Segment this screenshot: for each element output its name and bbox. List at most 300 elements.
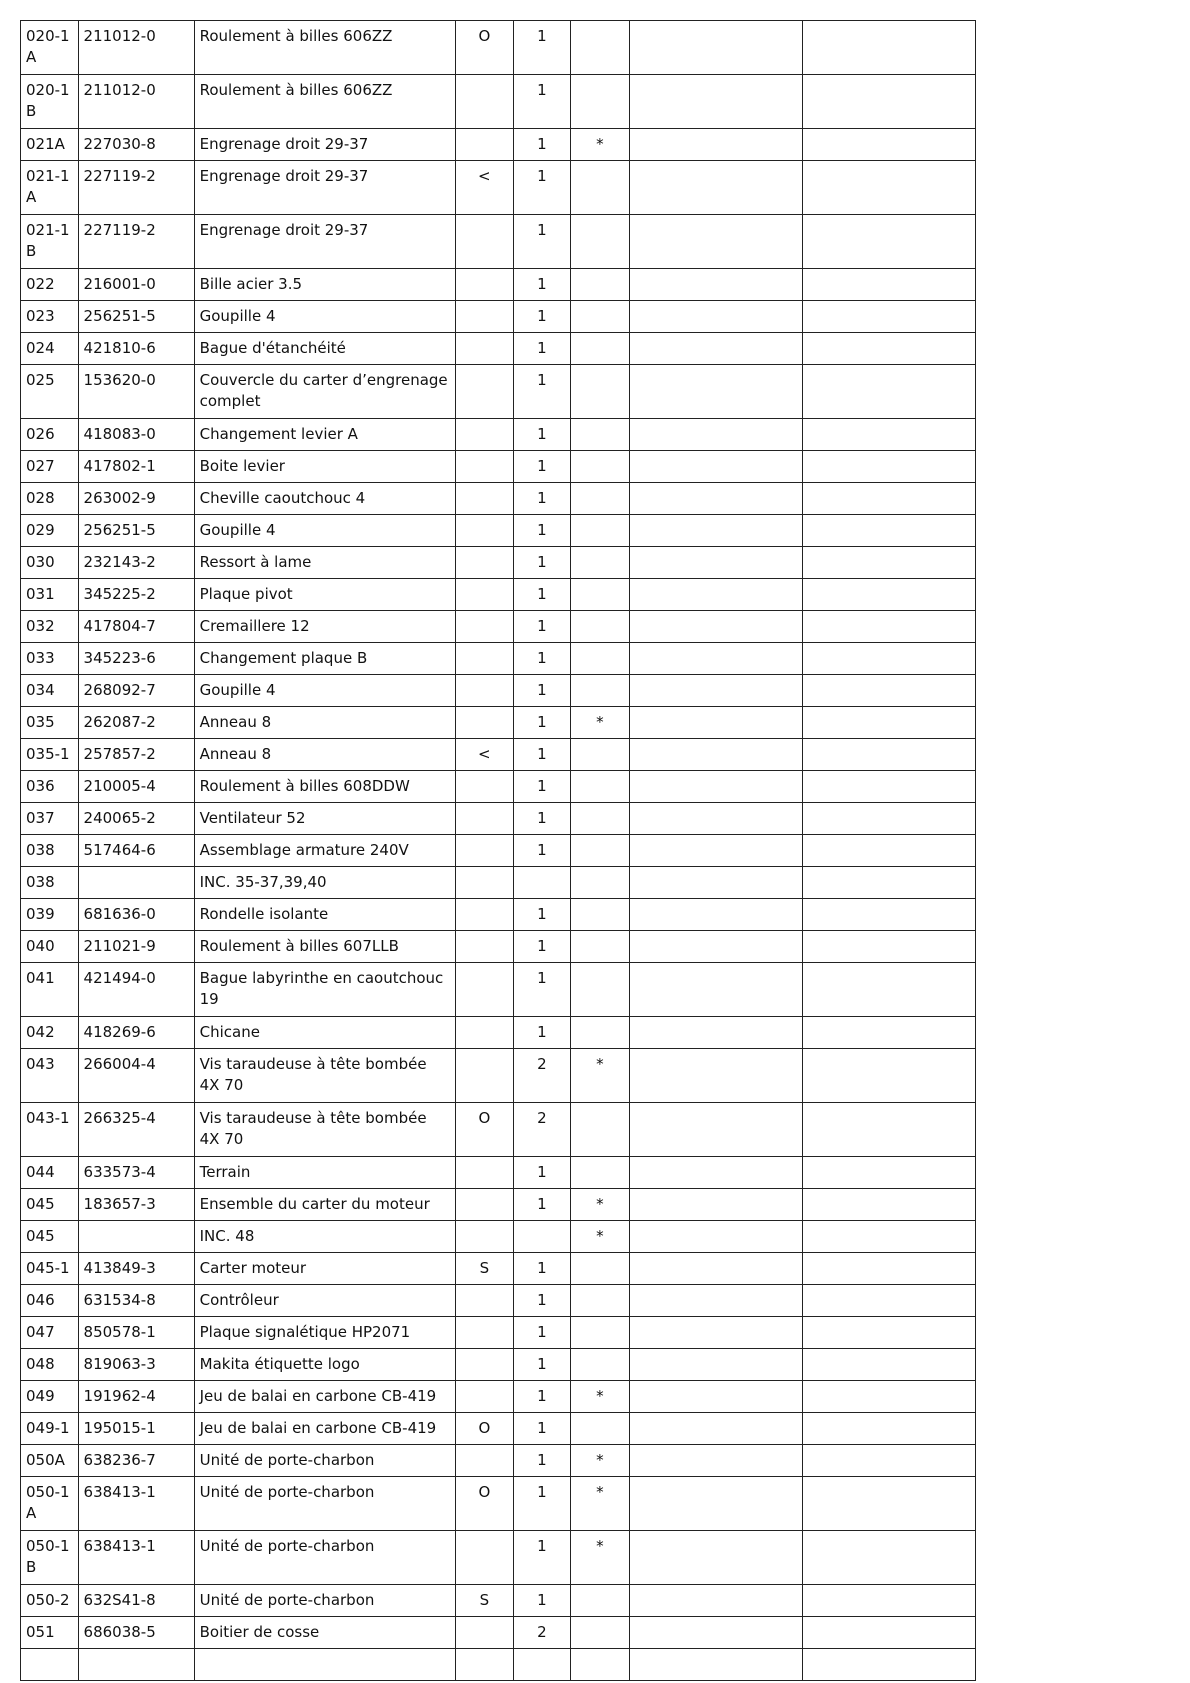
blank-cell-b <box>803 835 976 867</box>
table-row <box>21 419 976 451</box>
blank-cell-a <box>629 1349 803 1381</box>
ref-number-cell: 045 <box>21 1221 79 1253</box>
ref-number-cell: 038 <box>21 867 79 899</box>
part-number-cell: 153620-0 <box>78 365 194 419</box>
quantity-cell: 1 <box>513 1477 571 1531</box>
blank-cell-a <box>629 707 803 739</box>
ref-number-cell: 049 <box>21 1381 79 1413</box>
quantity-cell: 1 <box>513 515 571 547</box>
part-number-cell: 632S41-8 <box>78 1585 194 1617</box>
blank-cell-a <box>629 21 803 75</box>
part-number-cell: 633573-4 <box>78 1157 194 1189</box>
table-row <box>21 333 976 365</box>
ref-number-cell: 041 <box>21 963 79 1017</box>
description-cell: Unité de porte-charbon <box>194 1477 455 1531</box>
note-mark-cell <box>571 1317 630 1349</box>
table-row <box>21 579 976 611</box>
quantity-cell: 1 <box>513 1381 571 1413</box>
quantity-cell: 1 <box>513 215 571 269</box>
code-cell <box>456 301 514 333</box>
description-cell: Couvercle du carter d’engrenage complet <box>194 365 455 419</box>
blank-cell-b <box>803 75 976 129</box>
ref-number-cell: 036 <box>21 771 79 803</box>
blank-cell-a <box>629 1381 803 1413</box>
note-mark-cell: * <box>571 1381 630 1413</box>
note-mark-cell <box>571 215 630 269</box>
blank-cell-a <box>629 1585 803 1617</box>
part-number-cell: 211021-9 <box>78 931 194 963</box>
description-cell: Anneau 8 <box>194 707 455 739</box>
description-cell: Bille acier 3.5 <box>194 269 455 301</box>
ref-number-cell: 043 <box>21 1049 79 1103</box>
blank-cell-b <box>803 1017 976 1049</box>
part-number-cell: 232143-2 <box>78 547 194 579</box>
ref-number-cell: 031 <box>21 579 79 611</box>
part-number-cell: 183657-3 <box>78 1189 194 1221</box>
ref-number-cell: 045-1 <box>21 1253 79 1285</box>
table-row <box>21 129 976 161</box>
description-cell: Boitier de cosse <box>194 1617 455 1649</box>
ref-number-cell: 050-1 B <box>21 1531 79 1585</box>
note-mark-cell: * <box>571 1049 630 1103</box>
table-row <box>21 739 976 771</box>
blank-cell-b <box>803 483 976 515</box>
blank-cell-b <box>803 1049 976 1103</box>
table-row <box>21 643 976 675</box>
note-mark-cell <box>571 269 630 301</box>
quantity-cell: 1 <box>513 835 571 867</box>
blank-cell-b <box>803 547 976 579</box>
code-cell <box>456 269 514 301</box>
table-row <box>21 161 976 215</box>
blank-cell-a <box>629 1157 803 1189</box>
note-mark-cell: * <box>571 1189 630 1221</box>
blank-cell-a <box>629 771 803 803</box>
part-number-cell: 227119-2 <box>78 215 194 269</box>
blank-cell-a <box>629 803 803 835</box>
blank-cell-b <box>803 129 976 161</box>
quantity-cell: 1 <box>513 333 571 365</box>
note-mark-cell <box>571 1103 630 1157</box>
part-number-cell: 421494-0 <box>78 963 194 1017</box>
ref-number-cell: 040 <box>21 931 79 963</box>
description-cell: Changement levier A <box>194 419 455 451</box>
blank-cell-a <box>629 899 803 931</box>
quantity-cell: 1 <box>513 1189 571 1221</box>
table-row <box>21 1413 976 1445</box>
quantity-cell: 2 <box>513 1049 571 1103</box>
part-number-cell: 631534-8 <box>78 1285 194 1317</box>
part-number-cell: 638236-7 <box>78 1445 194 1477</box>
code-cell <box>456 1221 514 1253</box>
table-row <box>21 931 976 963</box>
table-row <box>21 1103 976 1157</box>
code-cell <box>456 643 514 675</box>
part-number-cell <box>78 1649 194 1681</box>
table-row <box>21 215 976 269</box>
code-cell <box>456 547 514 579</box>
quantity-cell: 2 <box>513 1617 571 1649</box>
description-cell: Vis taraudeuse à tête bombée 4X 70 <box>194 1049 455 1103</box>
note-mark-cell <box>571 867 630 899</box>
note-mark-cell <box>571 1617 630 1649</box>
blank-cell-b <box>803 1285 976 1317</box>
blank-cell-b <box>803 1253 976 1285</box>
part-number-cell: 211012-0 <box>78 75 194 129</box>
note-mark-cell <box>571 611 630 643</box>
blank-cell-a <box>629 129 803 161</box>
code-cell <box>456 835 514 867</box>
quantity-cell: 1 <box>513 739 571 771</box>
ref-number-cell: 045 <box>21 1189 79 1221</box>
blank-cell-b <box>803 643 976 675</box>
code-cell <box>456 1531 514 1585</box>
ref-number-cell: 051 <box>21 1617 79 1649</box>
blank-cell-b <box>803 771 976 803</box>
table-row <box>21 835 976 867</box>
ref-number-cell: 032 <box>21 611 79 643</box>
ref-number-cell: 020-1 B <box>21 75 79 129</box>
description-cell: Unité de porte-charbon <box>194 1585 455 1617</box>
quantity-cell: 1 <box>513 1285 571 1317</box>
blank-cell-b <box>803 269 976 301</box>
note-mark-cell <box>571 771 630 803</box>
code-cell <box>456 931 514 963</box>
part-number-cell: 211012-0 <box>78 21 194 75</box>
blank-cell-b <box>803 739 976 771</box>
description-cell: Changement plaque B <box>194 643 455 675</box>
description-cell: Ventilateur 52 <box>194 803 455 835</box>
part-number-cell: 417802-1 <box>78 451 194 483</box>
blank-cell-a <box>629 1531 803 1585</box>
description-cell: Ressort à lame <box>194 547 455 579</box>
note-mark-cell <box>571 333 630 365</box>
table-row <box>21 515 976 547</box>
part-number-cell: 638413-1 <box>78 1477 194 1531</box>
ref-number-cell: 026 <box>21 419 79 451</box>
part-number-cell: 266325-4 <box>78 1103 194 1157</box>
quantity-cell: 1 <box>513 963 571 1017</box>
code-cell <box>456 1285 514 1317</box>
blank-cell-a <box>629 269 803 301</box>
description-cell: Chicane <box>194 1017 455 1049</box>
quantity-cell: 2 <box>513 1103 571 1157</box>
code-cell <box>456 771 514 803</box>
code-cell <box>456 515 514 547</box>
note-mark-cell <box>571 547 630 579</box>
quantity-cell: 1 <box>513 1317 571 1349</box>
blank-cell-b <box>803 1445 976 1477</box>
note-mark-cell <box>571 75 630 129</box>
note-mark-cell <box>571 419 630 451</box>
table-row <box>21 269 976 301</box>
code-cell <box>456 129 514 161</box>
quantity-cell: 1 <box>513 611 571 643</box>
description-cell: Unité de porte-charbon <box>194 1445 455 1477</box>
table-row <box>21 483 976 515</box>
quantity-cell <box>513 1649 571 1681</box>
description-cell: Vis taraudeuse à tête bombée 4X 70 <box>194 1103 455 1157</box>
table-row <box>21 1531 976 1585</box>
description-cell: Roulement à billes 606ZZ <box>194 75 455 129</box>
ref-number-cell: 022 <box>21 269 79 301</box>
parts-list-page <box>20 20 976 1681</box>
description-cell: Unité de porte-charbon <box>194 1531 455 1585</box>
note-mark-cell: * <box>571 1445 630 1477</box>
description-cell: Goupille 4 <box>194 301 455 333</box>
description-cell: Cremaillere 12 <box>194 611 455 643</box>
table-row <box>21 771 976 803</box>
blank-cell-a <box>629 1445 803 1477</box>
blank-cell-b <box>803 899 976 931</box>
part-number-cell: 195015-1 <box>78 1413 194 1445</box>
blank-cell-b <box>803 1413 976 1445</box>
blank-cell-a <box>629 1221 803 1253</box>
code-cell <box>456 579 514 611</box>
blank-cell-b <box>803 451 976 483</box>
code-cell <box>456 1049 514 1103</box>
ref-number-cell: 021-1 A <box>21 161 79 215</box>
blank-cell-a <box>629 1103 803 1157</box>
part-number-cell: 257857-2 <box>78 739 194 771</box>
note-mark-cell <box>571 803 630 835</box>
quantity-cell: 1 <box>513 579 571 611</box>
table-row <box>21 675 976 707</box>
quantity-cell <box>513 867 571 899</box>
note-mark-cell <box>571 483 630 515</box>
quantity-cell: 1 <box>513 1349 571 1381</box>
blank-cell-b <box>803 419 976 451</box>
blank-cell-a <box>629 579 803 611</box>
blank-cell-a <box>629 451 803 483</box>
part-number-cell: 417804-7 <box>78 611 194 643</box>
code-cell <box>456 365 514 419</box>
blank-cell-a <box>629 1189 803 1221</box>
description-cell: Bague labyrinthe en caoutchouc 19 <box>194 963 455 1017</box>
quantity-cell: 1 <box>513 161 571 215</box>
ref-number-cell: 023 <box>21 301 79 333</box>
quantity-cell: 1 <box>513 21 571 75</box>
part-number-cell: 686038-5 <box>78 1617 194 1649</box>
quantity-cell: 1 <box>513 1531 571 1585</box>
code-cell <box>456 215 514 269</box>
note-mark-cell <box>571 1413 630 1445</box>
table-row <box>21 21 976 75</box>
quantity-cell: 1 <box>513 129 571 161</box>
table-row <box>21 365 976 419</box>
ref-number-cell: 034 <box>21 675 79 707</box>
blank-cell-b <box>803 867 976 899</box>
ref-number-cell: 027 <box>21 451 79 483</box>
quantity-cell: 1 <box>513 1445 571 1477</box>
table-row <box>21 301 976 333</box>
description-cell: Anneau 8 <box>194 739 455 771</box>
blank-cell-a <box>629 1285 803 1317</box>
description-cell: Engrenage droit 29-37 <box>194 161 455 215</box>
table-row <box>21 451 976 483</box>
ref-number-cell: 047 <box>21 1317 79 1349</box>
code-cell <box>456 899 514 931</box>
blank-cell-a <box>629 419 803 451</box>
code-cell: S <box>456 1585 514 1617</box>
blank-cell-b <box>803 365 976 419</box>
parts-table <box>20 20 976 1681</box>
blank-cell-a <box>629 1049 803 1103</box>
blank-cell-b <box>803 21 976 75</box>
part-number-cell: 638413-1 <box>78 1531 194 1585</box>
blank-cell-a <box>629 1253 803 1285</box>
quantity-cell: 1 <box>513 547 571 579</box>
note-mark-cell <box>571 1649 630 1681</box>
part-number-cell: 345225-2 <box>78 579 194 611</box>
blank-cell-a <box>629 1649 803 1681</box>
note-mark-cell <box>571 1349 630 1381</box>
blank-cell-b <box>803 333 976 365</box>
part-number-cell: 266004-4 <box>78 1049 194 1103</box>
description-cell: Engrenage droit 29-37 <box>194 215 455 269</box>
code-cell <box>456 451 514 483</box>
ref-number-cell <box>21 1649 79 1681</box>
table-row <box>21 611 976 643</box>
blank-cell-a <box>629 547 803 579</box>
blank-cell-a <box>629 867 803 899</box>
description-cell: Plaque signalétique HP2071 <box>194 1317 455 1349</box>
blank-cell-a <box>629 75 803 129</box>
ref-number-cell: 033 <box>21 643 79 675</box>
quantity-cell: 1 <box>513 1585 571 1617</box>
table-row <box>21 1585 976 1617</box>
code-cell <box>456 675 514 707</box>
quantity-cell: 1 <box>513 899 571 931</box>
blank-cell-a <box>629 515 803 547</box>
blank-cell-b <box>803 803 976 835</box>
note-mark-cell <box>571 739 630 771</box>
description-cell: Engrenage droit 29-37 <box>194 129 455 161</box>
code-cell <box>456 1157 514 1189</box>
blank-cell-a <box>629 1477 803 1531</box>
table-row <box>21 1157 976 1189</box>
part-number-cell: 256251-5 <box>78 301 194 333</box>
table-row <box>21 1221 976 1253</box>
code-cell <box>456 867 514 899</box>
table-row <box>21 707 976 739</box>
description-cell: Goupille 4 <box>194 675 455 707</box>
part-number-cell: 263002-9 <box>78 483 194 515</box>
blank-cell-b <box>803 1221 976 1253</box>
quantity-cell: 1 <box>513 451 571 483</box>
code-cell <box>456 963 514 1017</box>
quantity-cell <box>513 1221 571 1253</box>
part-number-cell: 418083-0 <box>78 419 194 451</box>
quantity-cell: 1 <box>513 1413 571 1445</box>
part-number-cell: 421810-6 <box>78 333 194 365</box>
quantity-cell: 1 <box>513 931 571 963</box>
description-cell: Goupille 4 <box>194 515 455 547</box>
ref-number-cell: 021-1 B <box>21 215 79 269</box>
quantity-cell: 1 <box>513 1157 571 1189</box>
blank-cell-b <box>803 1189 976 1221</box>
ref-number-cell: 025 <box>21 365 79 419</box>
part-number-cell: 262087-2 <box>78 707 194 739</box>
description-cell: Bague d'étanchéité <box>194 333 455 365</box>
quantity-cell: 1 <box>513 1017 571 1049</box>
description-cell: Boite levier <box>194 451 455 483</box>
blank-cell-b <box>803 1317 976 1349</box>
code-cell <box>456 611 514 643</box>
blank-cell-a <box>629 333 803 365</box>
quantity-cell: 1 <box>513 707 571 739</box>
note-mark-cell: * <box>571 1531 630 1585</box>
note-mark-cell <box>571 301 630 333</box>
code-cell: O <box>456 21 514 75</box>
blank-cell-b <box>803 611 976 643</box>
note-mark-cell <box>571 1585 630 1617</box>
part-number-cell <box>78 867 194 899</box>
blank-cell-b <box>803 1381 976 1413</box>
code-cell <box>456 1317 514 1349</box>
code-cell: O <box>456 1477 514 1531</box>
table-row <box>21 547 976 579</box>
blank-cell-a <box>629 1017 803 1049</box>
ref-number-cell: 030 <box>21 547 79 579</box>
description-cell: Jeu de balai en carbone CB-419 <box>194 1413 455 1445</box>
ref-number-cell: 038 <box>21 835 79 867</box>
note-mark-cell <box>571 21 630 75</box>
note-mark-cell: * <box>571 1477 630 1531</box>
table-row <box>21 75 976 129</box>
part-number-cell <box>78 1221 194 1253</box>
blank-cell-b <box>803 1477 976 1531</box>
quantity-cell: 1 <box>513 771 571 803</box>
blank-cell-b <box>803 1157 976 1189</box>
description-cell: INC. 35-37,39,40 <box>194 867 455 899</box>
note-mark-cell <box>571 161 630 215</box>
blank-cell-a <box>629 1317 803 1349</box>
blank-cell-a <box>629 301 803 333</box>
blank-cell-a <box>629 1617 803 1649</box>
blank-cell-a <box>629 483 803 515</box>
part-number-cell: 227119-2 <box>78 161 194 215</box>
ref-number-cell: 028 <box>21 483 79 515</box>
code-cell <box>456 75 514 129</box>
code-cell <box>456 803 514 835</box>
parts-table-body <box>21 21 976 1681</box>
code-cell <box>456 1349 514 1381</box>
ref-number-cell: 048 <box>21 1349 79 1381</box>
blank-cell-b <box>803 1103 976 1157</box>
code-cell: S <box>456 1253 514 1285</box>
table-row <box>21 803 976 835</box>
blank-cell-b <box>803 931 976 963</box>
ref-number-cell: 043-1 <box>21 1103 79 1157</box>
blank-cell-b <box>803 215 976 269</box>
quantity-cell: 1 <box>513 269 571 301</box>
code-cell <box>456 1649 514 1681</box>
table-row <box>21 1285 976 1317</box>
blank-cell-a <box>629 161 803 215</box>
blank-cell-b <box>803 1531 976 1585</box>
code-cell <box>456 1445 514 1477</box>
code-cell <box>456 333 514 365</box>
note-mark-cell <box>571 1157 630 1189</box>
code-cell <box>456 1617 514 1649</box>
note-mark-cell <box>571 579 630 611</box>
part-number-cell: 418269-6 <box>78 1017 194 1049</box>
table-row <box>21 1381 976 1413</box>
description-cell: Roulement à billes 607LLB <box>194 931 455 963</box>
description-cell: Assemblage armature 240V <box>194 835 455 867</box>
table-row <box>21 1445 976 1477</box>
